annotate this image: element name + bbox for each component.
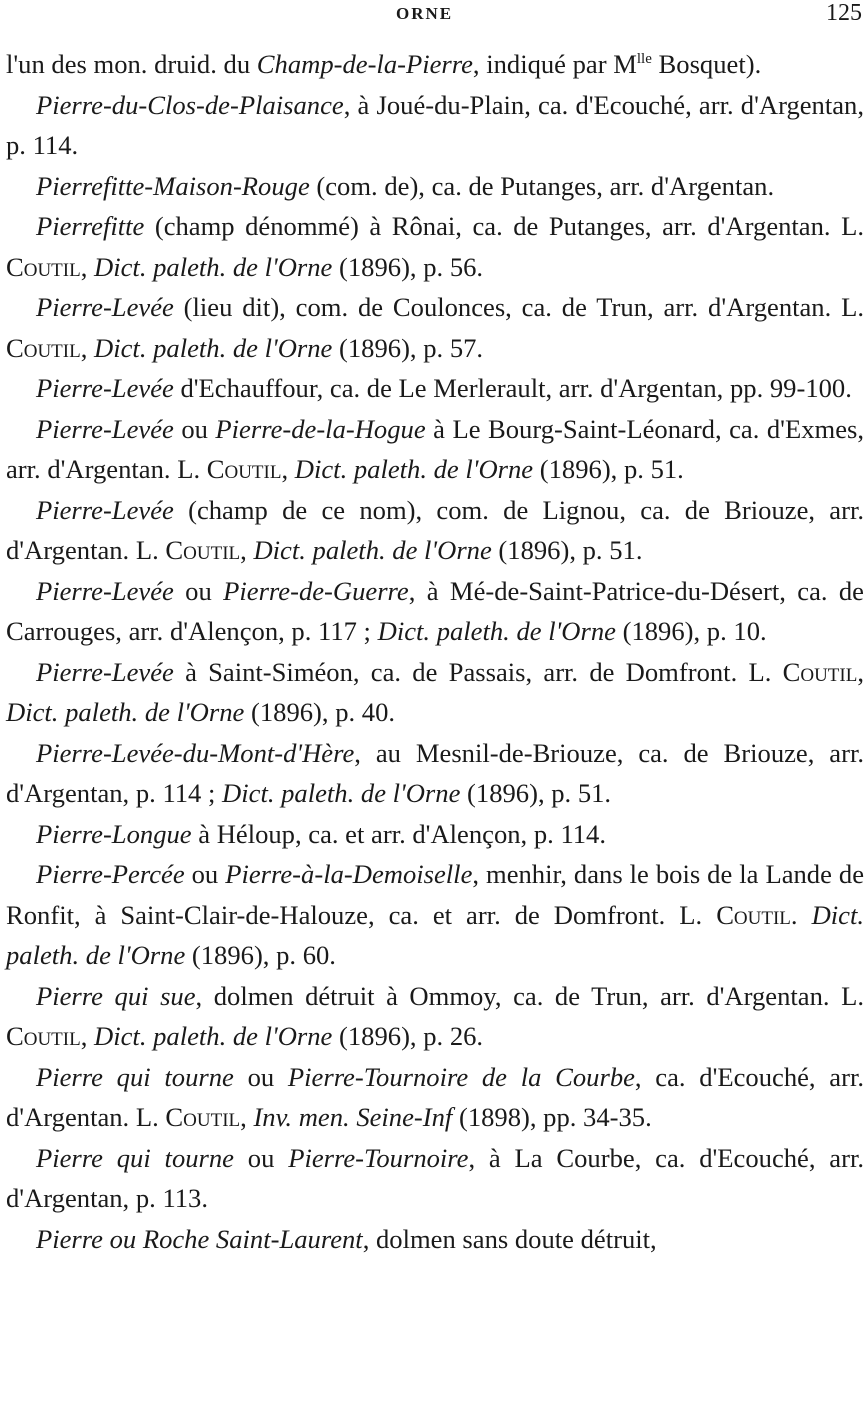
italic-term: Pierre-Levée <box>36 373 174 403</box>
index-entry <box>6 814 864 855</box>
entry-text: , au Mesnil-de-Briouze, ca. de Briouze, arr. d'Argentan, p. 114 ; <box>6 737 864 808</box>
entry-text: ou <box>184 859 226 889</box>
author-name: Coutil <box>6 332 81 363</box>
entry-text: , menhir, dans le bois de la Lande de Ronfit, à Saint-Clair-de-Halouze, ca. et arr. de Domfront. L. <box>6 859 865 930</box>
italic-term: Dict. paleth. de l'Orne <box>94 251 333 282</box>
entry-text: ou <box>173 575 224 606</box>
entry-text: , <box>240 535 254 565</box>
italic-term: Dict. paleth. de l'Orne <box>377 616 616 646</box>
entry-text: , <box>281 454 295 484</box>
entry-text: , <box>80 1021 95 1051</box>
italic-term: Dict. paleth. de l'Orne <box>294 454 534 484</box>
index-entry <box>6 287 864 368</box>
page-number: 125 <box>826 0 862 26</box>
entry-text: (1896), p. 26. <box>332 1021 484 1051</box>
italic-term: Dict. paleth. de l'Orne <box>253 535 492 565</box>
index-entry <box>6 206 864 287</box>
italic-term: Dict. paleth. de l'Orne <box>94 1021 333 1051</box>
entry-text: l'un des mon. druid. du <box>6 49 257 79</box>
italic-term: Pierre-Levée <box>36 575 174 606</box>
index-entry <box>6 1057 864 1138</box>
italic-term: Pierre-de-la-Hogue <box>215 413 426 444</box>
entry-text: , ca. d'Ecouché, arr. d'Argentan. L. <box>6 1061 864 1132</box>
superscript: lle <box>636 51 652 68</box>
italic-term: Pierre-Levée <box>36 292 174 322</box>
entry-text: , dolmen détruit à Ommoy, ca. de Trun, arr. d'Argentan. L. <box>195 980 865 1011</box>
author-name: Coutil <box>206 454 282 484</box>
entry-text: , <box>80 332 95 363</box>
index-entry <box>6 44 864 85</box>
index-entry <box>6 652 864 733</box>
index-entry <box>6 368 864 409</box>
entry-text: , dolmen sans doute détruit, <box>362 1223 657 1254</box>
entry-text: (1896), p. 57. <box>332 332 484 363</box>
entry-text: (1896), p. 40. <box>244 697 396 727</box>
italic-term: Pierre-Levée <box>36 494 174 525</box>
author-name: Coutil <box>782 656 858 687</box>
italic-term: Pierre qui tourne <box>36 1142 234 1173</box>
italic-term: Dict. paleth. de l'Orne <box>6 899 864 970</box>
entry-text: (champ de ce nom), com. de Lignou, ca. de Briouze, arr. d'Argentan. L. <box>6 494 864 565</box>
entry-text: à Saint-Siméon, ca. de Passais, arr. de Domfront. L. <box>173 656 783 687</box>
italic-term: Pierre-de-Guerre <box>223 575 409 606</box>
italic-term: Dict. paleth. de l'Orne <box>222 778 461 808</box>
entry-text: Bosquet). <box>651 49 762 79</box>
entry-text: ou <box>233 1061 288 1092</box>
entry-text: , indiqué par M <box>472 49 637 79</box>
italic-term: Pierre-Tournoire <box>288 1142 469 1173</box>
entry-text: à Héloup, ca. et arr. d'Alençon, p. 114. <box>191 818 606 849</box>
italic-term: Pierre qui tourne <box>36 1061 234 1092</box>
entry-text: (1896), p. 51. <box>533 454 684 484</box>
entry-text: ou <box>173 413 216 444</box>
italic-term: Pierre-Longue <box>36 818 192 849</box>
entry-text: (com. de), ca. de Putanges, arr. d'Argentan. <box>309 170 775 201</box>
index-entry <box>6 854 864 976</box>
entry-text: . <box>790 899 812 930</box>
entry-text: (1896), p. 10. <box>615 616 767 646</box>
italic-term: Pierre-Levée <box>36 656 174 687</box>
entry-text: , <box>857 656 864 687</box>
italic-term: Pierre-Percée <box>36 859 185 889</box>
index-entries <box>6 44 864 1259</box>
index-entry <box>6 1219 864 1260</box>
italic-term: Pierre ou Roche Saint-Laurent <box>36 1223 363 1254</box>
entry-text: , <box>240 1102 254 1132</box>
entry-text: (1896), p. 56. <box>332 251 484 282</box>
entry-text: d'Echauffour, ca. de Le Merlerault, arr. d'Argentan, pp. 99-100. <box>173 373 852 403</box>
entry-text: , à La Courbe, ca. d'Ecouché, arr. d'Argentan, p. 113. <box>6 1142 865 1213</box>
index-entry <box>6 490 864 571</box>
index-entry <box>6 733 864 814</box>
index-entry <box>6 1138 864 1219</box>
entry-text: , à Mé-de-Saint-Patrice-du-Désert, ca. de Carrouges, arr. d'Alençon, p. 117 ; <box>6 575 864 646</box>
entry-text: à Le Bourg-Saint-Léonard, ca. d'Exmes, arr. d'Argentan. L. <box>6 413 865 484</box>
entry-text: (lieu dit), com. de Coulonces, ca. de Trun, arr. d'Argentan. L. <box>173 292 864 322</box>
italic-term: Pierre-Tournoire de la Courbe <box>287 1061 635 1092</box>
author-name: Coutil <box>716 899 791 930</box>
author-name: Coutil <box>165 535 241 565</box>
entry-text: (champ dénommé) à Rônai, ca. de Putanges, arr. d'Argentan. L. <box>144 211 864 241</box>
italic-term: Inv. men. Seine-Inf <box>253 1102 453 1132</box>
italic-term: Dict. paleth. de l'Orne <box>94 332 333 363</box>
italic-term: Pierrefitte-Maison-Rouge <box>36 170 310 201</box>
entry-text: , <box>80 251 95 282</box>
author-name: Coutil <box>6 251 81 282</box>
author-name: Coutil <box>165 1102 241 1132</box>
index-entry <box>6 571 864 652</box>
italic-term: Pierre-du-Clos-de-Plaisance <box>36 89 344 120</box>
page-header <box>0 0 868 30</box>
italic-term: Pierre-Levée-du-Mont-d'Hère <box>36 737 355 768</box>
italic-term: Pierre-à-la-Demoiselle <box>225 859 473 889</box>
running-head: ORNE <box>396 4 454 23</box>
index-entry <box>6 85 864 166</box>
index-entry <box>6 409 864 490</box>
author-name: Coutil <box>6 1021 81 1051</box>
italic-term: Pierre qui sue <box>36 980 196 1011</box>
italic-term: Pierre-Levée <box>36 413 174 444</box>
entry-text: (1898), pp. 34-35. <box>452 1102 652 1132</box>
entry-text: (1896), p. 51. <box>460 778 612 808</box>
italic-term: Pierrefitte <box>36 211 145 241</box>
entry-text: (1896), p. 51. <box>491 535 643 565</box>
italic-term: Dict. paleth. de l'Orne <box>6 697 245 727</box>
entry-text: ou <box>234 1142 289 1173</box>
index-entry <box>6 976 864 1057</box>
index-entry <box>6 166 864 207</box>
italic-term: Champ-de-la-Pierre <box>256 49 473 79</box>
entry-text: , à Joué-du-Plain, ca. d'Ecouché, arr. d'Argentan, p. 114. <box>6 89 864 160</box>
entry-text: (1896), p. 60. <box>185 940 336 970</box>
